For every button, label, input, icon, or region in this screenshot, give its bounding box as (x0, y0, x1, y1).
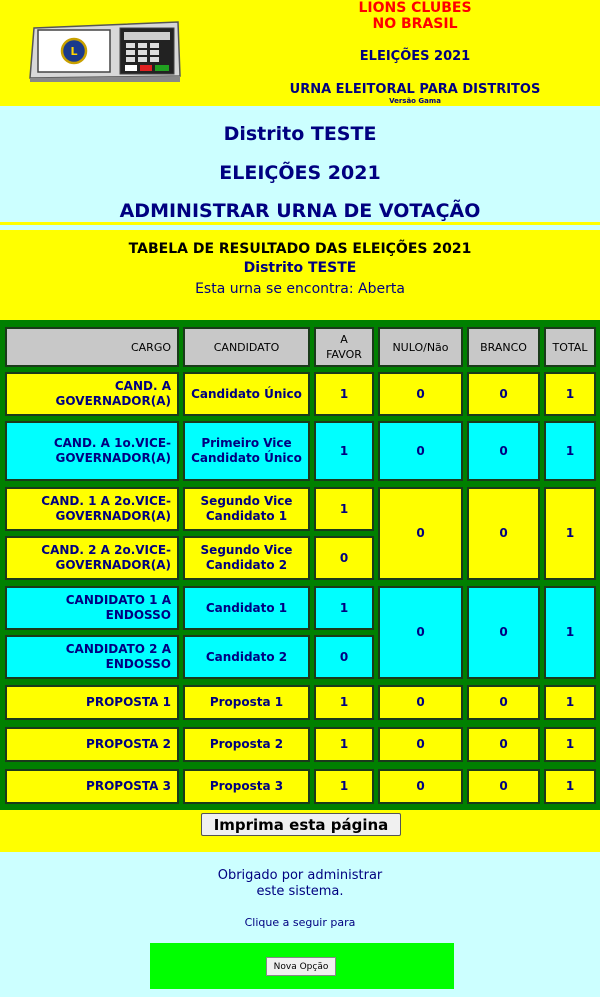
row-0-favor: 1 (314, 372, 374, 416)
row-4-candidato: Candidato 1 (183, 586, 310, 630)
separator (0, 222, 600, 225)
thanks-message (0, 868, 600, 900)
row-6-favor: 1 (314, 685, 374, 720)
svg-text:L: L (70, 45, 78, 58)
header-version: Versão Gama (389, 97, 441, 105)
row-0-nulo: 0 (378, 372, 463, 416)
row-0-candidato: Candidato Único (183, 372, 310, 416)
row-1-cargo: CAND. A 1o.VICE-GOVERNADOR(A) (5, 421, 179, 481)
header-system: URNA ELEITORAL PARA DISTRITOS (289, 82, 541, 97)
row-8-branco: 0 (467, 769, 540, 804)
row-1-candidato: Primeiro Vice Candidato Único (183, 421, 310, 481)
row-0-total: 1 (544, 372, 596, 416)
row-8-nulo: 0 (378, 769, 463, 804)
row-1-favor: 1 (314, 421, 374, 481)
print-page-button[interactable]: Imprima esta página (201, 813, 401, 836)
org-line-1: LIONS CLUBES (358, 0, 472, 16)
row-8-candidato: Proposta 3 (183, 769, 310, 804)
header-nulo: NULO/Não (378, 327, 463, 367)
group-vice2-total: 1 (544, 487, 596, 580)
voting-machine-logo-icon (28, 18, 184, 82)
row-0-cargo: CAND. A GOVERNADOR(A) (5, 372, 179, 416)
new-option-button[interactable]: Nova Opção (266, 957, 336, 976)
header-a-favor: A FAVOR (314, 327, 374, 367)
row-4-cargo: CANDIDATO 1 A ENDOSSO (5, 586, 179, 630)
row-7-favor: 1 (314, 727, 374, 762)
row-0-branco: 0 (467, 372, 540, 416)
results-table (0, 320, 600, 810)
org-line-2: NO BRASIL (372, 16, 458, 32)
election-title: ELEIÇÕES 2021 (219, 162, 381, 184)
row-7-total: 1 (544, 727, 596, 762)
row-6-cargo: PROPOSTA 1 (5, 685, 179, 720)
group-endosso-total: 1 (544, 586, 596, 679)
row-2-favor: 1 (314, 487, 374, 531)
row-7-cargo: PROPOSTA 2 (5, 727, 179, 762)
group-vice2-nulo: 0 (378, 487, 463, 580)
header (0, 0, 600, 106)
admin-title: ADMINISTRAR URNA DE VOTAÇÃO (119, 200, 481, 222)
row-3-candidato: Segundo Vice Candidato 2 (183, 536, 310, 580)
row-2-cargo: CAND. 1 A 2o.VICE-GOVERNADOR(A) (5, 487, 179, 531)
row-2-candidato: Segundo Vice Candidato 1 (183, 487, 310, 531)
group-endosso-nulo: 0 (378, 586, 463, 679)
row-3-cargo: CAND. 2 A 2o.VICE-GOVERNADOR(A) (5, 536, 179, 580)
results-district: Distrito TESTE (243, 260, 357, 276)
thanks-line-2: este sistema. (256, 884, 344, 899)
row-8-cargo: PROPOSTA 3 (5, 769, 179, 804)
row-6-branco: 0 (467, 685, 540, 720)
header-candidato: CANDIDATO (183, 327, 310, 367)
row-4-favor: 1 (314, 586, 374, 630)
row-7-candidato: Proposta 2 (183, 727, 310, 762)
row-7-branco: 0 (467, 727, 540, 762)
header-election: ELEIÇÕES 2021 (359, 49, 471, 64)
row-1-total: 1 (544, 421, 596, 481)
row-1-branco: 0 (467, 421, 540, 481)
row-6-total: 1 (544, 685, 596, 720)
group-vice2-branco: 0 (467, 487, 540, 580)
header-branco: BRANCO (467, 327, 540, 367)
row-5-favor: 0 (314, 635, 374, 679)
row-3-favor: 0 (314, 536, 374, 580)
row-5-cargo: CANDIDATO 2 A ENDOSSO (5, 635, 179, 679)
urn-status: Esta urna se encontra: Aberta (195, 281, 405, 297)
row-6-nulo: 0 (378, 685, 463, 720)
header-cargo: CARGO (5, 327, 179, 367)
row-6-candidato: Proposta 1 (183, 685, 310, 720)
results-title: TABELA DE RESULTADO DAS ELEIÇÕES 2021 (128, 241, 472, 257)
row-7-nulo: 0 (378, 727, 463, 762)
click-instruction: Clique a seguir para (244, 916, 356, 929)
thanks-line-1: Obrigado por administrar (217, 868, 383, 883)
district-title: Distrito TESTE (223, 123, 377, 145)
row-1-nulo: 0 (378, 421, 463, 481)
row-8-favor: 1 (314, 769, 374, 804)
header-total: TOTAL (544, 327, 596, 367)
group-endosso-branco: 0 (467, 586, 540, 679)
row-8-total: 1 (544, 769, 596, 804)
row-5-candidato: Candidato 2 (183, 635, 310, 679)
